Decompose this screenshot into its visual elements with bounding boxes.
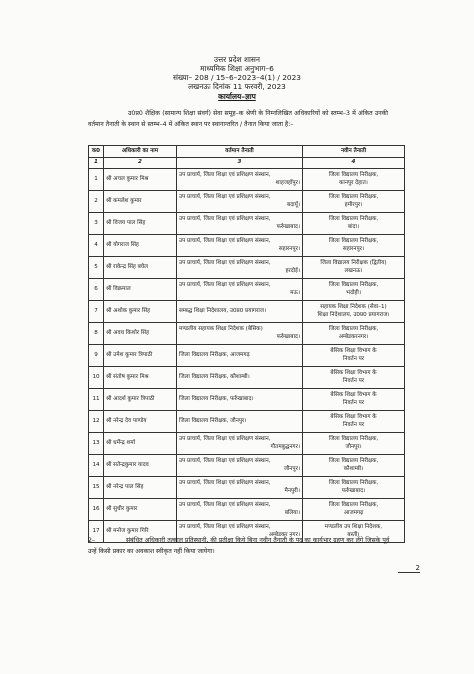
row-serial: 3 xyxy=(89,213,104,235)
header-office-memo: कार्यालय–ज्ञाप xyxy=(218,92,256,101)
new-posting-line2: निवर्तन पर xyxy=(342,421,365,428)
current-posting xyxy=(177,367,303,389)
current-posting xyxy=(177,169,303,191)
current-posting-line2: सहारनपुर। xyxy=(278,245,300,252)
table-row xyxy=(89,279,405,301)
new-posting xyxy=(303,257,405,279)
new-posting xyxy=(303,169,405,191)
new-posting xyxy=(303,323,405,345)
current-posting-line1: उप प्राचार्य, जिला शिक्षा एवं प्रशिक्षण संस्थान, xyxy=(179,282,271,289)
current-posting xyxy=(177,433,303,455)
officer-name: श्री उमेश कुमार त्रिपाठी xyxy=(104,345,177,367)
row-serial: 6 xyxy=(89,279,104,301)
new-posting-line2: फर्रुखाबाद। xyxy=(341,487,366,494)
new-posting xyxy=(303,191,405,213)
row-serial: 4 xyxy=(89,235,104,257)
new-posting-line1: बेसिक शिक्षा विभाग के xyxy=(330,348,377,355)
officer-name: श्री नरेन्द्र पाल सिंह xyxy=(104,477,177,499)
current-posting-line1: उप प्राचार्य, जिला शिक्षा एवं प्रशिक्षण संस्थान, xyxy=(179,502,271,509)
table-row xyxy=(89,213,405,235)
new-posting-line1: जिला विद्यालय निरीक्षक (द्वितीय) xyxy=(320,260,387,267)
officer-name: श्री आदर्श कुमार त्रिपाठी xyxy=(104,389,177,411)
current-posting-line1: उप प्राचार्य, जिला शिक्षा एवं प्रशिक्षण संस्थान, xyxy=(179,194,271,201)
col-number: 2 xyxy=(104,158,177,169)
officer-name: श्री अशोक कुमार सिंह xyxy=(104,301,177,323)
new-posting xyxy=(303,455,405,477)
current-posting-line2: मैनपुरी। xyxy=(284,487,300,494)
officer-name: श्री धर्मेन्द्र शर्मा xyxy=(104,433,177,455)
row-serial: 2 xyxy=(89,191,104,213)
new-posting-line2: निवर्तन पर xyxy=(342,377,365,384)
new-posting-line2: जौनपुर। xyxy=(345,443,362,450)
current-posting xyxy=(177,323,303,345)
current-posting-line2: मऊ। xyxy=(290,289,300,296)
current-posting-line1: उप प्राचार्य, जिला शिक्षा एवं प्रशिक्षण संस्थान, xyxy=(179,172,271,179)
header-government: उत्तर प्रदेश शासन xyxy=(213,55,261,64)
current-posting-line2: हरदोई। xyxy=(285,267,300,274)
current-posting-line2: बलिया। xyxy=(284,509,300,516)
table-row xyxy=(89,301,405,323)
table-column-numbers xyxy=(89,158,405,169)
officer-name: श्री अचल कुमार मिश्र xyxy=(104,169,177,191)
current-posting-line1: जिला विद्यालय निरीक्षक, फर्रुखाबाद। xyxy=(179,395,254,402)
officer-name: श्री विजय पाल सिंह xyxy=(104,213,177,235)
footer-number: 2– xyxy=(88,537,96,544)
new-posting-line2: हमीरपुर। xyxy=(344,201,363,208)
table-row xyxy=(89,477,405,499)
new-posting-line1: जिला विद्यालय निरीक्षक, xyxy=(328,326,379,333)
officer-name: श्री अवध किशोर सिंह xyxy=(104,323,177,345)
current-posting xyxy=(177,455,303,477)
col-number: 3 xyxy=(177,158,303,169)
new-posting-line1: सहायक शिक्षा निदेशक (सेवा–1) xyxy=(320,304,387,311)
table-row xyxy=(89,323,405,345)
row-serial: 13 xyxy=(89,433,104,455)
officer-name: श्री संतोष कुमार मिश्र xyxy=(104,367,177,389)
officer-name: श्री योगराज सिंह xyxy=(104,235,177,257)
row-serial: 10 xyxy=(89,367,104,389)
col-header-new-posting: नवीन तैनाती xyxy=(303,146,405,158)
row-serial: 5 xyxy=(89,257,104,279)
current-posting-line2: बदायूँ। xyxy=(287,201,300,208)
table-row xyxy=(89,433,405,455)
current-posting-line1: उप प्राचार्य, जिला शिक्षा एवं प्रशिक्षण संस्थान, xyxy=(179,524,271,531)
col-number: 1 xyxy=(89,158,104,169)
officer-name: श्री राकेन्द्र सिंह बघेल xyxy=(104,257,177,279)
new-posting-line2: कानपुर देहात। xyxy=(339,179,368,186)
current-posting-line1: उप प्राचार्य, जिला शिक्षा एवं प्रशिक्षण संस्थान, xyxy=(179,436,271,443)
new-posting-line1: जिला विद्यालय निरीक्षक, xyxy=(328,194,379,201)
new-posting-line1: जिला विद्यालय निरीक्षक, xyxy=(328,238,379,245)
new-posting xyxy=(303,213,405,235)
new-posting-line1: बेसिक शिक्षा विभाग के xyxy=(330,392,377,399)
row-serial: 17 xyxy=(89,521,104,543)
table-row xyxy=(89,191,405,213)
new-posting-line2: बांदा। xyxy=(347,223,360,230)
current-posting xyxy=(177,301,303,323)
table-row xyxy=(89,235,405,257)
new-posting-line2: कौशाम्बी। xyxy=(343,465,364,472)
col-header-sn: क0 xyxy=(89,146,104,158)
new-posting-line2: आजमगढ़ xyxy=(343,509,364,516)
row-serial: 14 xyxy=(89,455,104,477)
current-posting xyxy=(177,257,303,279)
current-posting-line1: जिला विद्यालय निरीक्षक, आजमगढ़ xyxy=(179,351,250,358)
new-posting-line1: जिला विद्यालय निरीक्षक, xyxy=(328,480,379,487)
header-section: माध्यमिक शिक्षा अनुभाग–6 xyxy=(200,64,274,73)
current-posting-line1: जिला विद्यालय निरीक्षक, कौशाम्बी। xyxy=(179,373,250,380)
current-posting-line2: जौनपुर। xyxy=(283,465,300,472)
table-row xyxy=(89,169,405,191)
transfer-table xyxy=(88,145,405,543)
officer-name: श्री विक्रमाल xyxy=(104,279,177,301)
current-posting-line2: अम्बेडकर नगर। xyxy=(268,531,300,538)
current-posting xyxy=(177,279,303,301)
intro-paragraph: उ0प्र0 शैक्षिक (सामान्य शिक्षा संवर्ग) सेवा समूह–क श्रेणी के निम्नलिखित अधिकारियों को स्तम्भ–3 में अंकित उनकी वर्तमान तैनाती के स्थान से स्तम्भ–4 में अंकित स्थान पर स्थानान्तरित / तैनात किया जाता है:– xyxy=(88,110,388,128)
new-posting xyxy=(303,279,405,301)
current-posting-line1: जिला विद्यालय निरीक्षक, जौनपुर। xyxy=(179,417,247,424)
current-posting-line1: उप प्राचार्य, जिला शिक्षा एवं प्रशिक्षण संस्थान, xyxy=(179,458,271,465)
new-posting xyxy=(303,345,405,367)
col-header-current-posting: वर्तमान तैनाती xyxy=(177,146,303,158)
page-continuation-marker: 2 xyxy=(398,564,420,573)
new-posting-line1: जिला विद्यालय निरीक्षक, xyxy=(328,282,379,289)
new-posting-line1: मण्डलीय उप शिक्षा निदेशक, xyxy=(324,524,383,531)
current-posting xyxy=(177,477,303,499)
officer-name: श्री सुधीर कुमार xyxy=(104,499,177,521)
current-posting-line1: उप प्राचार्य, जिला शिक्षा एवं प्रशिक्षण संस्थान, xyxy=(179,216,271,223)
header-date: लखनऊः दिनांक 11 फरवरी, 2023 xyxy=(188,82,286,91)
new-posting xyxy=(303,367,405,389)
col-header-name: अधिकारी का नाम xyxy=(104,146,177,158)
new-posting-line1: बेसिक शिक्षा विभाग के xyxy=(330,370,377,377)
current-posting-line2: फर्रुखाबाद। xyxy=(276,333,300,340)
current-posting xyxy=(177,213,303,235)
new-posting-line1: जिला विद्यालय निरीक्षक, xyxy=(328,502,379,509)
footer-text: संबंधित अधिकारी तत्काल प्रतिस्थानी, की प्रतीक्षा किये बिना नवीन तैनाती के पद का कार्यभार ग्रहण कर लेंगे जिसके पूर्व उन्हें किसी प्रकार का अवकाश स्वीकृत नहीं किया जायेगा। xyxy=(88,537,390,555)
row-serial: 9 xyxy=(89,345,104,367)
row-serial: 15 xyxy=(89,477,104,499)
new-posting xyxy=(303,389,405,411)
current-posting-line1: सम्बद्ध शिक्षा निदेशालय, उ0प्र0 प्रयागराज। xyxy=(179,307,267,314)
new-posting xyxy=(303,433,405,455)
row-serial: 11 xyxy=(89,389,104,411)
current-posting-line1: उप प्राचार्य, जिला शिक्षा एवं प्रशिक्षण संस्थान, xyxy=(179,480,271,487)
new-posting xyxy=(303,477,405,499)
table-row xyxy=(89,455,405,477)
current-posting xyxy=(177,499,303,521)
new-posting-line1: जिला विद्यालय निरीक्षक, xyxy=(328,458,379,465)
current-posting-line2: शाहजहाँपुर। xyxy=(275,179,300,186)
row-serial: 12 xyxy=(89,411,104,433)
new-posting-line2: भदोही। xyxy=(346,289,361,296)
table-row xyxy=(89,257,405,279)
officer-name: श्री कमलेश कुमार xyxy=(104,191,177,213)
current-posting-line1: मण्डलीय सहायक शिक्षा निदेशक (बेसिक) xyxy=(179,326,263,333)
table-row xyxy=(89,411,405,433)
table-row xyxy=(89,367,405,389)
current-posting-line2: गौतमबुद्धनगर। xyxy=(270,443,300,450)
new-posting-line2: बस्ती। xyxy=(347,531,360,538)
new-posting-line2: अम्बेडकरनगर। xyxy=(338,333,369,340)
new-posting-line1: जिला विद्यालय निरीक्षक, xyxy=(328,216,379,223)
new-posting xyxy=(303,499,405,521)
officer-name: श्री सतेन्द्रकुमार यादव xyxy=(104,455,177,477)
table-body xyxy=(89,169,405,543)
officer-name: श्री मनोज कुमार गिरि xyxy=(104,521,177,543)
row-serial: 1 xyxy=(89,169,104,191)
table-row xyxy=(89,499,405,521)
new-posting-line2: लखनऊ। xyxy=(344,267,363,274)
new-posting-line2: सहारनपुर। xyxy=(342,245,365,252)
current-posting xyxy=(177,191,303,213)
current-posting xyxy=(177,235,303,257)
row-serial: 7 xyxy=(89,301,104,323)
row-serial: 16 xyxy=(89,499,104,521)
current-posting-line2: फर्रुखाबाद। xyxy=(276,223,300,230)
footer-paragraph xyxy=(88,535,398,557)
current-posting-line1: उप प्राचार्य, जिला शिक्षा एवं प्रशिक्षण संस्थान, xyxy=(179,238,271,245)
new-posting xyxy=(303,301,405,323)
table-row xyxy=(89,389,405,411)
new-posting-line1: जिला विद्यालय निरीक्षक, xyxy=(328,172,379,179)
new-posting-line1: बेसिक शिक्षा विभाग के xyxy=(330,414,377,421)
current-posting xyxy=(177,389,303,411)
col-number: 4 xyxy=(303,158,405,169)
new-posting xyxy=(303,235,405,257)
table-header-row xyxy=(89,146,405,158)
row-serial: 8 xyxy=(89,323,104,345)
officer-name: श्री नरेन्द्र देव पाण्डेय xyxy=(104,411,177,433)
new-posting-line2: निवर्तन पर xyxy=(342,355,365,362)
table-row xyxy=(89,345,405,367)
current-posting xyxy=(177,411,303,433)
new-posting-line2: शिक्षा निदेशालय, उ0प्र0 प्रयागराज। xyxy=(317,311,390,318)
new-posting-line1: जिला विद्यालय निरीक्षक, xyxy=(328,436,379,443)
header-reference-number: संख्या– 208 / 15–6–2023–4(1) / 2023 xyxy=(172,73,302,82)
current-posting-line1: उप प्राचार्य, जिला शिक्षा एवं प्रशिक्षण संस्थान, xyxy=(179,260,271,267)
new-posting xyxy=(303,411,405,433)
new-posting-line2: निवर्तन पर xyxy=(342,399,365,406)
current-posting xyxy=(177,345,303,367)
